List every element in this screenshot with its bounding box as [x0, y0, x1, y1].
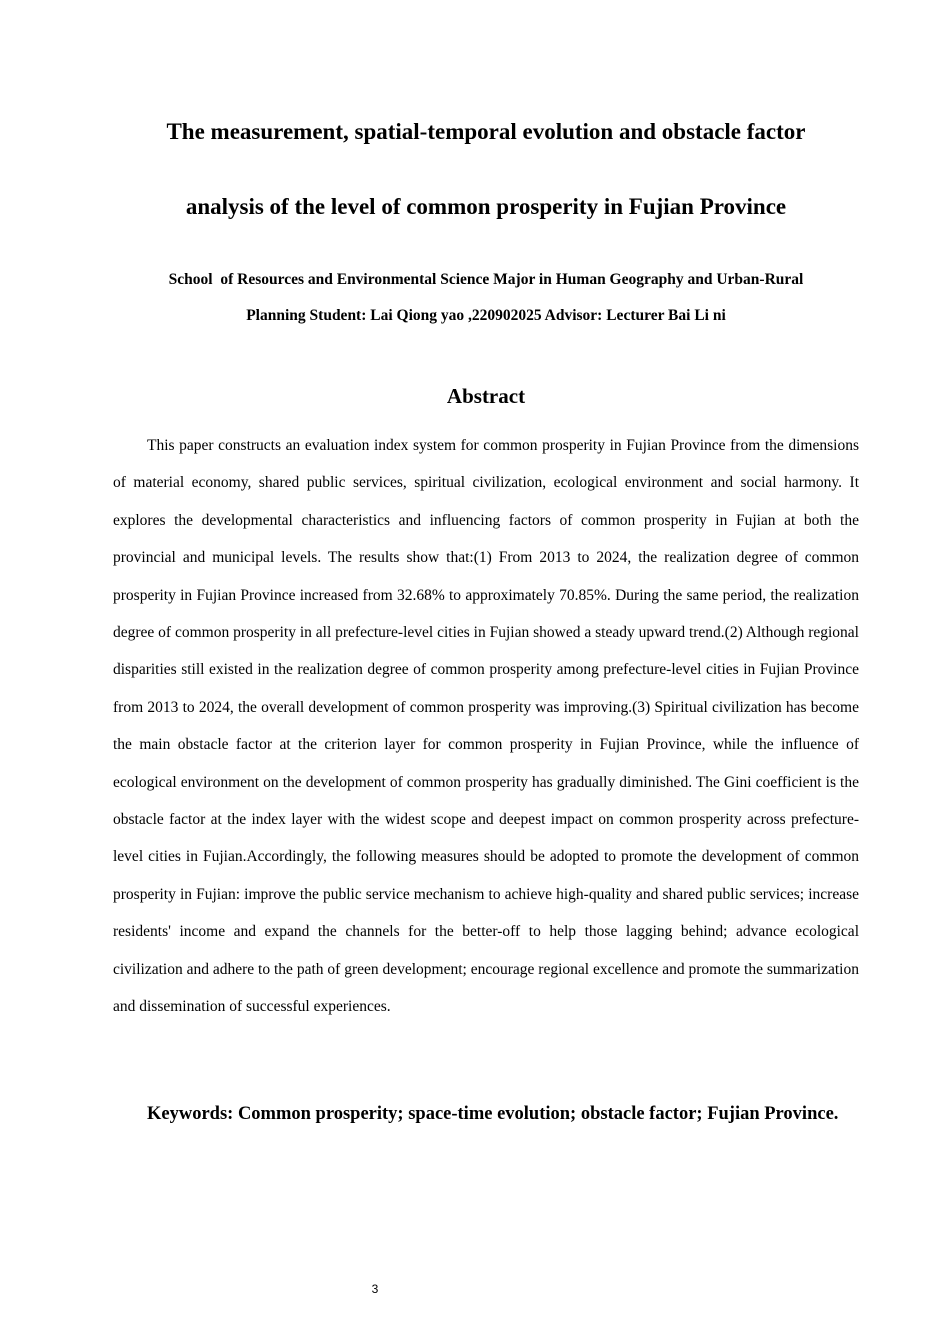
abstract-heading: Abstract — [446, 384, 526, 408]
page-number: 3 — [371, 1282, 379, 1296]
paper-title-line-1: The measurement, spatial-temporal evolution and obstacle factor — [166, 119, 806, 144]
affiliation-line-1: School of Resources and Environmental Science Major in Human Geography and Urban-Rural — [168, 271, 804, 288]
paper-title — [100, 94, 872, 244]
keywords: Keywords: Common prosperity; space-time evolution; obstacle factor; Fujian Province. — [147, 1104, 839, 1124]
paper-title-line-2: analysis of the level of common prosperity in Fujian Province — [185, 194, 787, 219]
abstract-body: This paper constructs an evaluation index system for common prosperity in Fujian Province from the dimensions of material economy, shared public services, spiritual civilization, ecological environment and social harmony. It explores the developmental characteristics and influencing factors of common prosperity in Fujian at both the provincial and municipal levels. The results show that:(1) From 2013 to 2024, the realization degree of common prosperity in Fujian Province increased from 32.68% to approximately 70.85%. During the same period, the realization degree of common prosperity in all prefecture-level cities in Fujian showed a steady upward trend.(2) Although regional disparities still existed in the realization degree of common prosperity among prefecture-level cities in Fujian Province from 2013 to 2024, the overall development of common prosperity was improving.(3) Spiritual civilization has become the main obstacle factor at the criterion layer for common prosperity in Fujian Province, while the influence of ecological environment on the development of common prosperity has gradually diminished. The Gini coefficient is the obstacle factor at the index layer with the widest scope and deepest impact on common prosperity across prefecture-level cities in Fujian.Accordingly, the following measures should be adopted to promote the development of common prosperity in Fujian: improve the public service mechanism to achieve high-quality and shared public services; increase residents' income and expand the channels for the better-off to help those lagging behind; advance ecological civilization and adhere to the path of green development; encourage regional excellence and promote the summarization and dissemination of successful experiences. — [113, 437, 859, 1016]
author-affiliation — [100, 262, 872, 334]
affiliation-line-2: Planning Student: Lai Qiong yao ,220902025 Advisor: Lecturer Bai Li ni — [246, 307, 726, 324]
